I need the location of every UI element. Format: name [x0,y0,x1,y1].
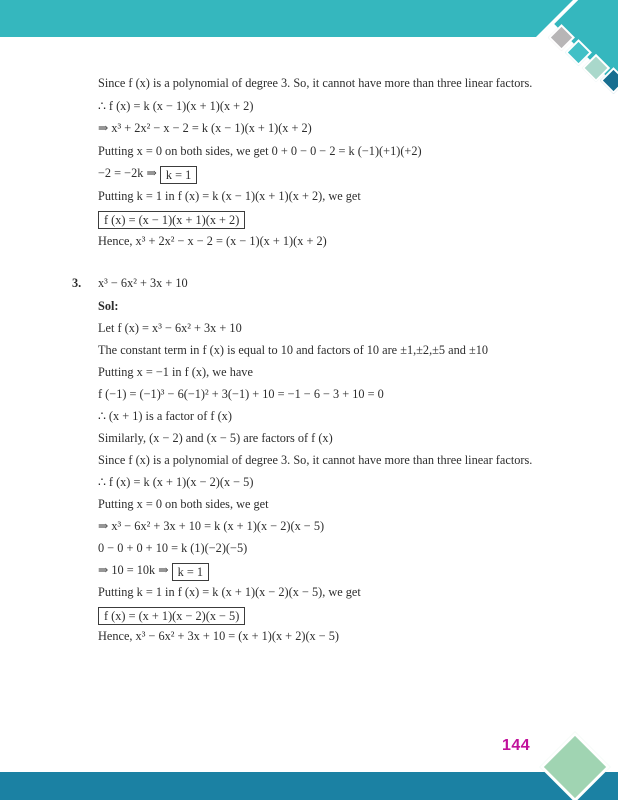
solution-line [98,559,578,581]
solution-line: Since f (x) is a polynomial of degree 3. So, it cannot have more than three linear factors. [98,76,533,90]
boxed-result: f (x) = (x − 1)(x + 1)(x + 2) [98,211,245,229]
solution-line [98,162,578,185]
solution-line: Hence, x³ + 2x² − x − 2 = (x − 1)(x + 1)(x + 2) [98,233,327,248]
page-number: 144 [502,737,531,754]
sol-label: Sol: [98,299,119,313]
solution-line: Since f (x) is a polynomial of degree 3. So, it cannot have more than three linear factors. [98,453,533,467]
solution-line: ∴ (x + 1) is a factor of f (x) [98,409,232,423]
solution-line: Putting k = 1 in f (x) = k (x − 1)(x + 1)(x + 2), we get [98,188,361,203]
equation-text: −2 = −2k ⇒ [98,166,160,180]
solution-line [98,207,578,230]
solution-line: Let f (x) = x³ − 6x² + 3x + 10 [98,321,242,335]
question3-solution-block [98,295,578,647]
bottom-teal-band [0,772,618,800]
solution-line: ⇒ x³ − 6x² + 3x + 10 = k (x + 1)(x − 2)(x − 5) [98,519,325,533]
solution-line: Putting x = 0 on both sides, we get 0 + 0 − 0 − 2 = k (−1)(+1)(+2) [98,143,422,158]
top-teal-band [0,0,618,37]
solution-line: f (−1) = (−1)³ − 6(−1)² + 3(−1) + 10 = −1 − 6 − 3 + 10 = 0 [98,387,384,401]
boxed-result: f (x) = (x + 1)(x − 2)(x − 5) [98,607,245,625]
question-number: 3. [72,276,82,290]
solution-line: Putting x = 0 on both sides, we get [98,497,269,511]
question-row [72,272,578,295]
solution-line: ∴ f (x) = k (x + 1)(x − 2)(x − 5) [98,475,254,489]
previous-solution-block [98,72,578,252]
solution-content [72,72,578,647]
solution-line: Similarly, (x − 2) and (x − 5) are factors of f (x) [98,431,333,445]
solution-line: Hence, x³ − 6x² + 3x + 10 = (x + 1)(x + 2)(x − 5) [98,629,340,643]
solution-line [98,603,578,625]
question-expression: x³ − 6x² + 3x + 10 [98,276,188,290]
solution-line: ⇒ x³ + 2x² − x − 2 = k (x − 1)(x + 1)(x + 2) [98,121,312,135]
section-gap [98,252,578,272]
equation-text: ⇒ 10 = 10k ⇒ [98,563,172,577]
solution-line: ∴ f (x) = k (x − 1)(x + 1)(x + 2) [98,98,254,113]
solution-line: Putting k = 1 in f (x) = k (x + 1)(x − 2)(x − 5), we get [98,585,361,599]
solution-line: The constant term in f (x) is equal to 10 and factors of 10 are ±1,±2,±5 and ±10 [98,343,488,357]
boxed-result: k = 1 [160,166,197,184]
solution-line: Putting x = −1 in f (x), we have [98,365,253,379]
boxed-result: k = 1 [172,563,209,581]
solution-line: 0 − 0 + 0 + 10 = k (1)(−2)(−5) [98,541,248,555]
